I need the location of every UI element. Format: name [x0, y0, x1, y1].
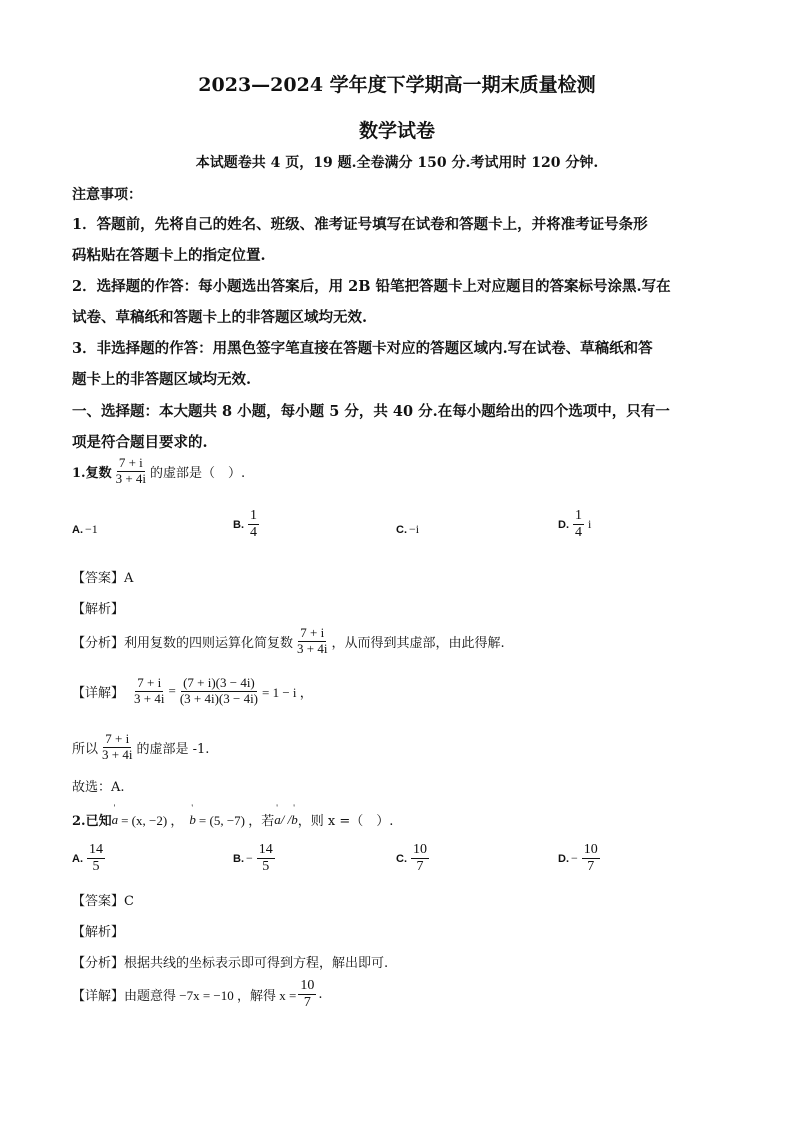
fraction-denominator: 3 + 4i — [134, 690, 165, 706]
detail-fraction — [298, 978, 316, 1011]
fraction-numerator: 14 — [257, 842, 275, 859]
option-label: A. — [72, 523, 83, 536]
q1-option-b — [233, 508, 261, 541]
fraction-denominator: (3 + 4i)(3 − 4i) — [179, 690, 259, 706]
conclusion-prefix: 所以 — [72, 741, 99, 757]
exam-info: 本试题卷共 4 页，19 题.全卷满分 150 分.考试用时 120 分钟. — [195, 155, 599, 171]
q2-detail — [72, 978, 322, 1011]
notes-heading: 注意事项： — [72, 187, 142, 203]
fraction-numerator: 10 — [298, 978, 316, 995]
option-fraction — [411, 842, 429, 875]
fraction-numerator: 1 — [573, 508, 584, 525]
fraction-denominator: 3 + 4i — [115, 470, 147, 486]
fraction-numerator: 7 + i — [300, 625, 325, 640]
q2-option-c — [396, 842, 431, 875]
fenxi-text: 根据共线的坐标表示即可得到方程，解出即可. — [124, 956, 389, 971]
option-label: D. — [558, 518, 569, 531]
note-3-line-b: 题卡上的非答题区域均无效. — [72, 371, 252, 388]
question-2-tail: ，则 x =（ ）. — [297, 814, 394, 829]
q2-option-a — [72, 842, 107, 875]
fraction-numerator: 14 — [87, 842, 105, 859]
fenxi-text: 利用复数的四则运算化简复数 — [124, 635, 294, 651]
detail-end: . — [318, 987, 323, 1003]
q1-option-d — [558, 508, 591, 541]
vector-a: ' a — [112, 812, 119, 828]
fraction-denominator: 3 + 4i — [297, 640, 328, 656]
q2-analysis-heading: 【解析】 — [72, 925, 125, 940]
detail-result: = 1 − i ， — [262, 684, 313, 700]
option-label: B. — [233, 852, 244, 865]
option-fraction — [573, 508, 584, 541]
fraction-numerator: 10 — [411, 842, 429, 859]
option-label: C. — [396, 852, 407, 865]
equals-sign: = — [168, 683, 176, 699]
fraction-denominator: 7 — [416, 859, 424, 875]
question-1-prefix: 1.复数 — [72, 465, 112, 481]
fraction-denominator: 3 + 4i — [102, 746, 133, 762]
detail-text: 由题意得 −7x = −10 ，解得 x = — [124, 988, 297, 1004]
fraction-numerator: 1 — [248, 508, 259, 525]
q1-fenxi — [72, 626, 505, 657]
question-1-fraction — [114, 456, 148, 487]
option-sign: − — [246, 851, 253, 866]
note-2-line-a: 2．选择题的作答：每小题选出答案后，用 2B 铅笔把答题卡上对应题目的答案标号涂黑.写在 — [72, 278, 671, 295]
fenxi-label: 【分析】 — [72, 956, 125, 971]
vector-a-value: = (x, −2) ， — [121, 813, 184, 828]
fraction-denominator: 5 — [92, 859, 100, 875]
q1-answer: 【答案】A — [72, 571, 134, 586]
option-fraction — [582, 842, 600, 875]
option-label: A. — [72, 852, 83, 865]
option-fraction — [248, 508, 259, 541]
option-value: −i — [409, 522, 420, 536]
note-2-line-b: 试卷、草稿纸和答题卡上的非答题区域均无效. — [72, 309, 368, 326]
conclusion-fraction — [100, 732, 134, 763]
q1-conclusion — [72, 732, 209, 763]
option-sign: − — [571, 851, 578, 866]
vector-b-value: = (5, −7) ，若 — [198, 813, 275, 828]
fraction-denominator: 7 — [587, 859, 595, 875]
condition-vector-b: ' b — [291, 812, 298, 828]
option-fraction — [257, 842, 275, 875]
question-1-stem — [72, 456, 245, 487]
detail-label: 【详解】 — [72, 989, 125, 1005]
section-1-line-a: 一、选择题：本大题共 8 小题，每小题 5 分，共 40 分.在每小题给出的四个选项中，只有一 — [72, 403, 670, 420]
question-2-prefix: 2.已知 — [72, 814, 112, 829]
fraction-denominator: 4 — [575, 525, 582, 541]
q1-option-c — [396, 522, 419, 537]
fenxi-label: 【分析】 — [72, 635, 125, 651]
q1-choice: 故选：A. — [72, 780, 125, 795]
option-value: −1 — [85, 522, 98, 536]
q1-detail — [72, 676, 313, 707]
detail-fraction-1 — [132, 676, 166, 707]
fraction-numerator: 10 — [582, 842, 600, 859]
fraction-denominator: 4 — [250, 525, 257, 541]
q2-option-d — [558, 842, 602, 875]
fraction-numerator: 7 + i — [105, 731, 130, 746]
fraction-numerator: 7 + i — [137, 675, 162, 690]
exam-title: 2023—2024 学年度下学期高一期末质量检测 — [198, 74, 596, 96]
fenxi-tail: ，从而得到其虚部，由此得解. — [331, 635, 505, 651]
q2-fenxi — [72, 952, 388, 971]
parallel-sign: / / — [280, 811, 292, 827]
detail-fraction-2 — [178, 676, 260, 707]
note-3-line-a: 3．非选择题的作答：用黑色签字笔直接在答题卡对应的答题区域内.写在试卷、草稿纸和答 — [72, 340, 653, 357]
option-label: B. — [233, 518, 244, 531]
q1-option-a — [72, 522, 98, 537]
option-suffix: i — [588, 517, 592, 532]
note-1-line-a: 1．答题前，先将自己的姓名、班级、准考证号填写在试卷和答题卡上，并将准考证号条形 — [72, 216, 648, 233]
fraction-denominator: 7 — [303, 995, 311, 1011]
note-1-line-b: 码粘贴在答题卡上的指定位置. — [72, 247, 266, 264]
option-label: C. — [396, 523, 407, 536]
fraction-numerator: 7 + i — [118, 455, 143, 470]
conclusion-suffix: 的虚部是 -1. — [136, 741, 210, 757]
condition-vector-a: ' a — [274, 812, 281, 828]
option-label: D. — [558, 852, 569, 865]
question-2-stem — [72, 810, 393, 829]
fraction-numerator: (7 + i)(3 − 4i) — [183, 675, 255, 690]
q2-answer: 【答案】C — [72, 894, 134, 909]
vector-b: ' b — [189, 812, 196, 828]
fenxi-fraction — [295, 626, 329, 657]
section-1-line-b: 项是符合题目要求的. — [72, 434, 208, 451]
exam-subtitle: 数学试卷 — [358, 120, 435, 142]
q1-analysis-heading: 【解析】 — [72, 602, 125, 617]
option-fraction — [87, 842, 105, 875]
q2-option-b — [233, 842, 277, 875]
detail-label: 【详解】 — [72, 685, 125, 701]
question-1-suffix: 的虚部是（ ）. — [150, 465, 246, 481]
fraction-denominator: 5 — [262, 859, 270, 875]
